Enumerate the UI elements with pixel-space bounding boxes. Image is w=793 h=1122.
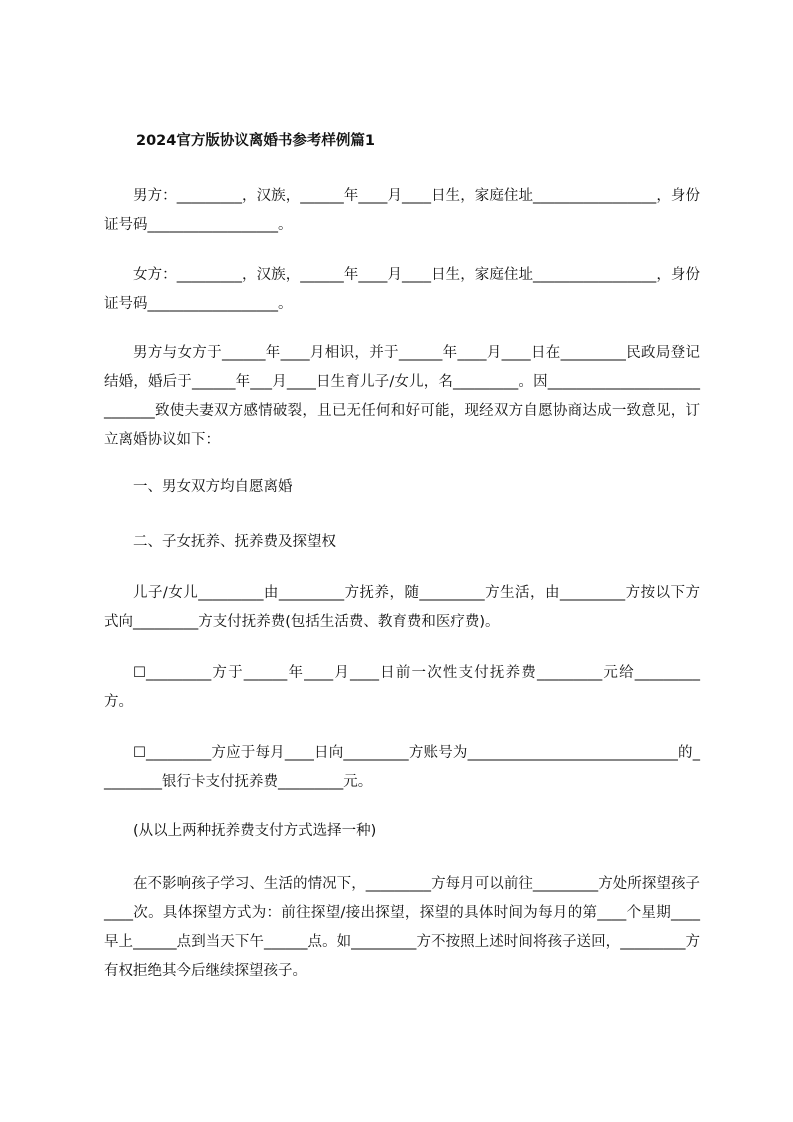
paragraph-female-party: 女方：_________，汉族，______年____月____日生，家庭住址_________________，身份证号码__________________。 [104,267,700,312]
paragraph-lump-sum-payment: ☐_________方于______年____月____日前一次性支付抚养费_________元给_________方。 [104,665,700,710]
paragraph-marriage-history: 男方与女方于______年____月相识，并于______年____月____日在_________民政局登记结婚，婚后于______年___月____日生育儿子/女儿，名_________。因____________________________致使夫妻双方感情破裂，且已无任何和好可能，现经双方自愿协商达成一致意见，订立离婚协议如下： [104,345,700,448]
note-choose-one-method: (从以上两种抚养费支付方式选择一种) [133,823,377,839]
clause-child-custody-heading: 二、子女抚养、抚养费及探望权 [133,534,336,550]
document-title: 2024官方版协议离婚书参考样例篇1 [136,133,375,149]
clause-voluntary-divorce: 一、男女双方均自愿离婚 [133,479,293,495]
paragraph-child-custody: 儿子/女儿_________由_________方抚养，随_________方生活，由_________方按以下方式向_________方支付抚养费(包括生活费、教育费和医疗费)。 [104,585,700,630]
paragraph-visitation-rights: 在不影响孩子学习、生活的情况下，_________方每月可以前往_________方处所探望孩子____次。具体探望方式为：前往探望/接出探望，探望的具体时间为每月的第____个星期____早上______点到当天下午______点。如_________方不按照上述时间将孩子送回，_________方有权拒绝其今后继续探望孩子。 [104,876,700,979]
paragraph-monthly-payment: ☐_________方应于每月____日向_________方账号为_____________________________的_________银行卡支付抚养费_________元。 [104,745,700,790]
paragraph-male-party: 男方：_________，汉族，______年____月____日生，家庭住址_________________，身份证号码__________________。 [104,188,700,233]
